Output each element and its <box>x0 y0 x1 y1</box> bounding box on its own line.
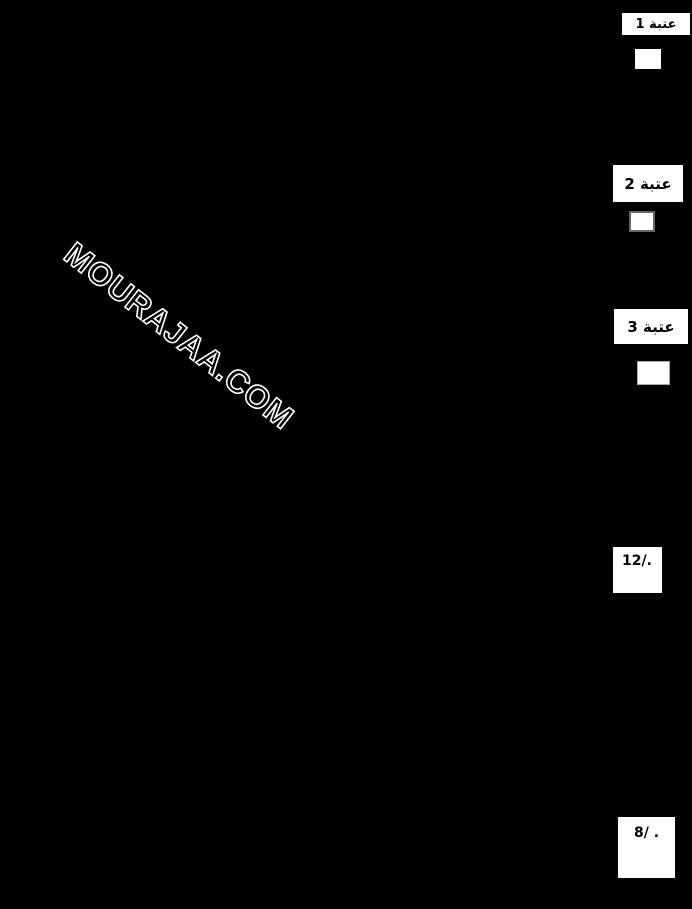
score-8-label: 8/ . <box>633 825 660 841</box>
threshold-3-label-box <box>614 309 688 344</box>
score-box-12 <box>613 547 662 593</box>
threshold-1-label: عتبة 1 <box>635 16 677 32</box>
threshold-2-checkbox[interactable] <box>629 211 655 232</box>
score-box-8 <box>618 817 675 878</box>
score-12-label: 12/. <box>622 553 652 569</box>
threshold-2-label: عتبة 2 <box>624 174 672 193</box>
threshold-3-checkbox[interactable] <box>637 361 670 385</box>
threshold-1-checkbox[interactable] <box>635 49 661 69</box>
threshold-1-label-box <box>622 13 690 35</box>
watermark-text: MOURAJAA.COM <box>57 235 301 437</box>
threshold-3-label: عتبة 3 <box>627 317 675 336</box>
threshold-2-label-box <box>613 165 683 202</box>
